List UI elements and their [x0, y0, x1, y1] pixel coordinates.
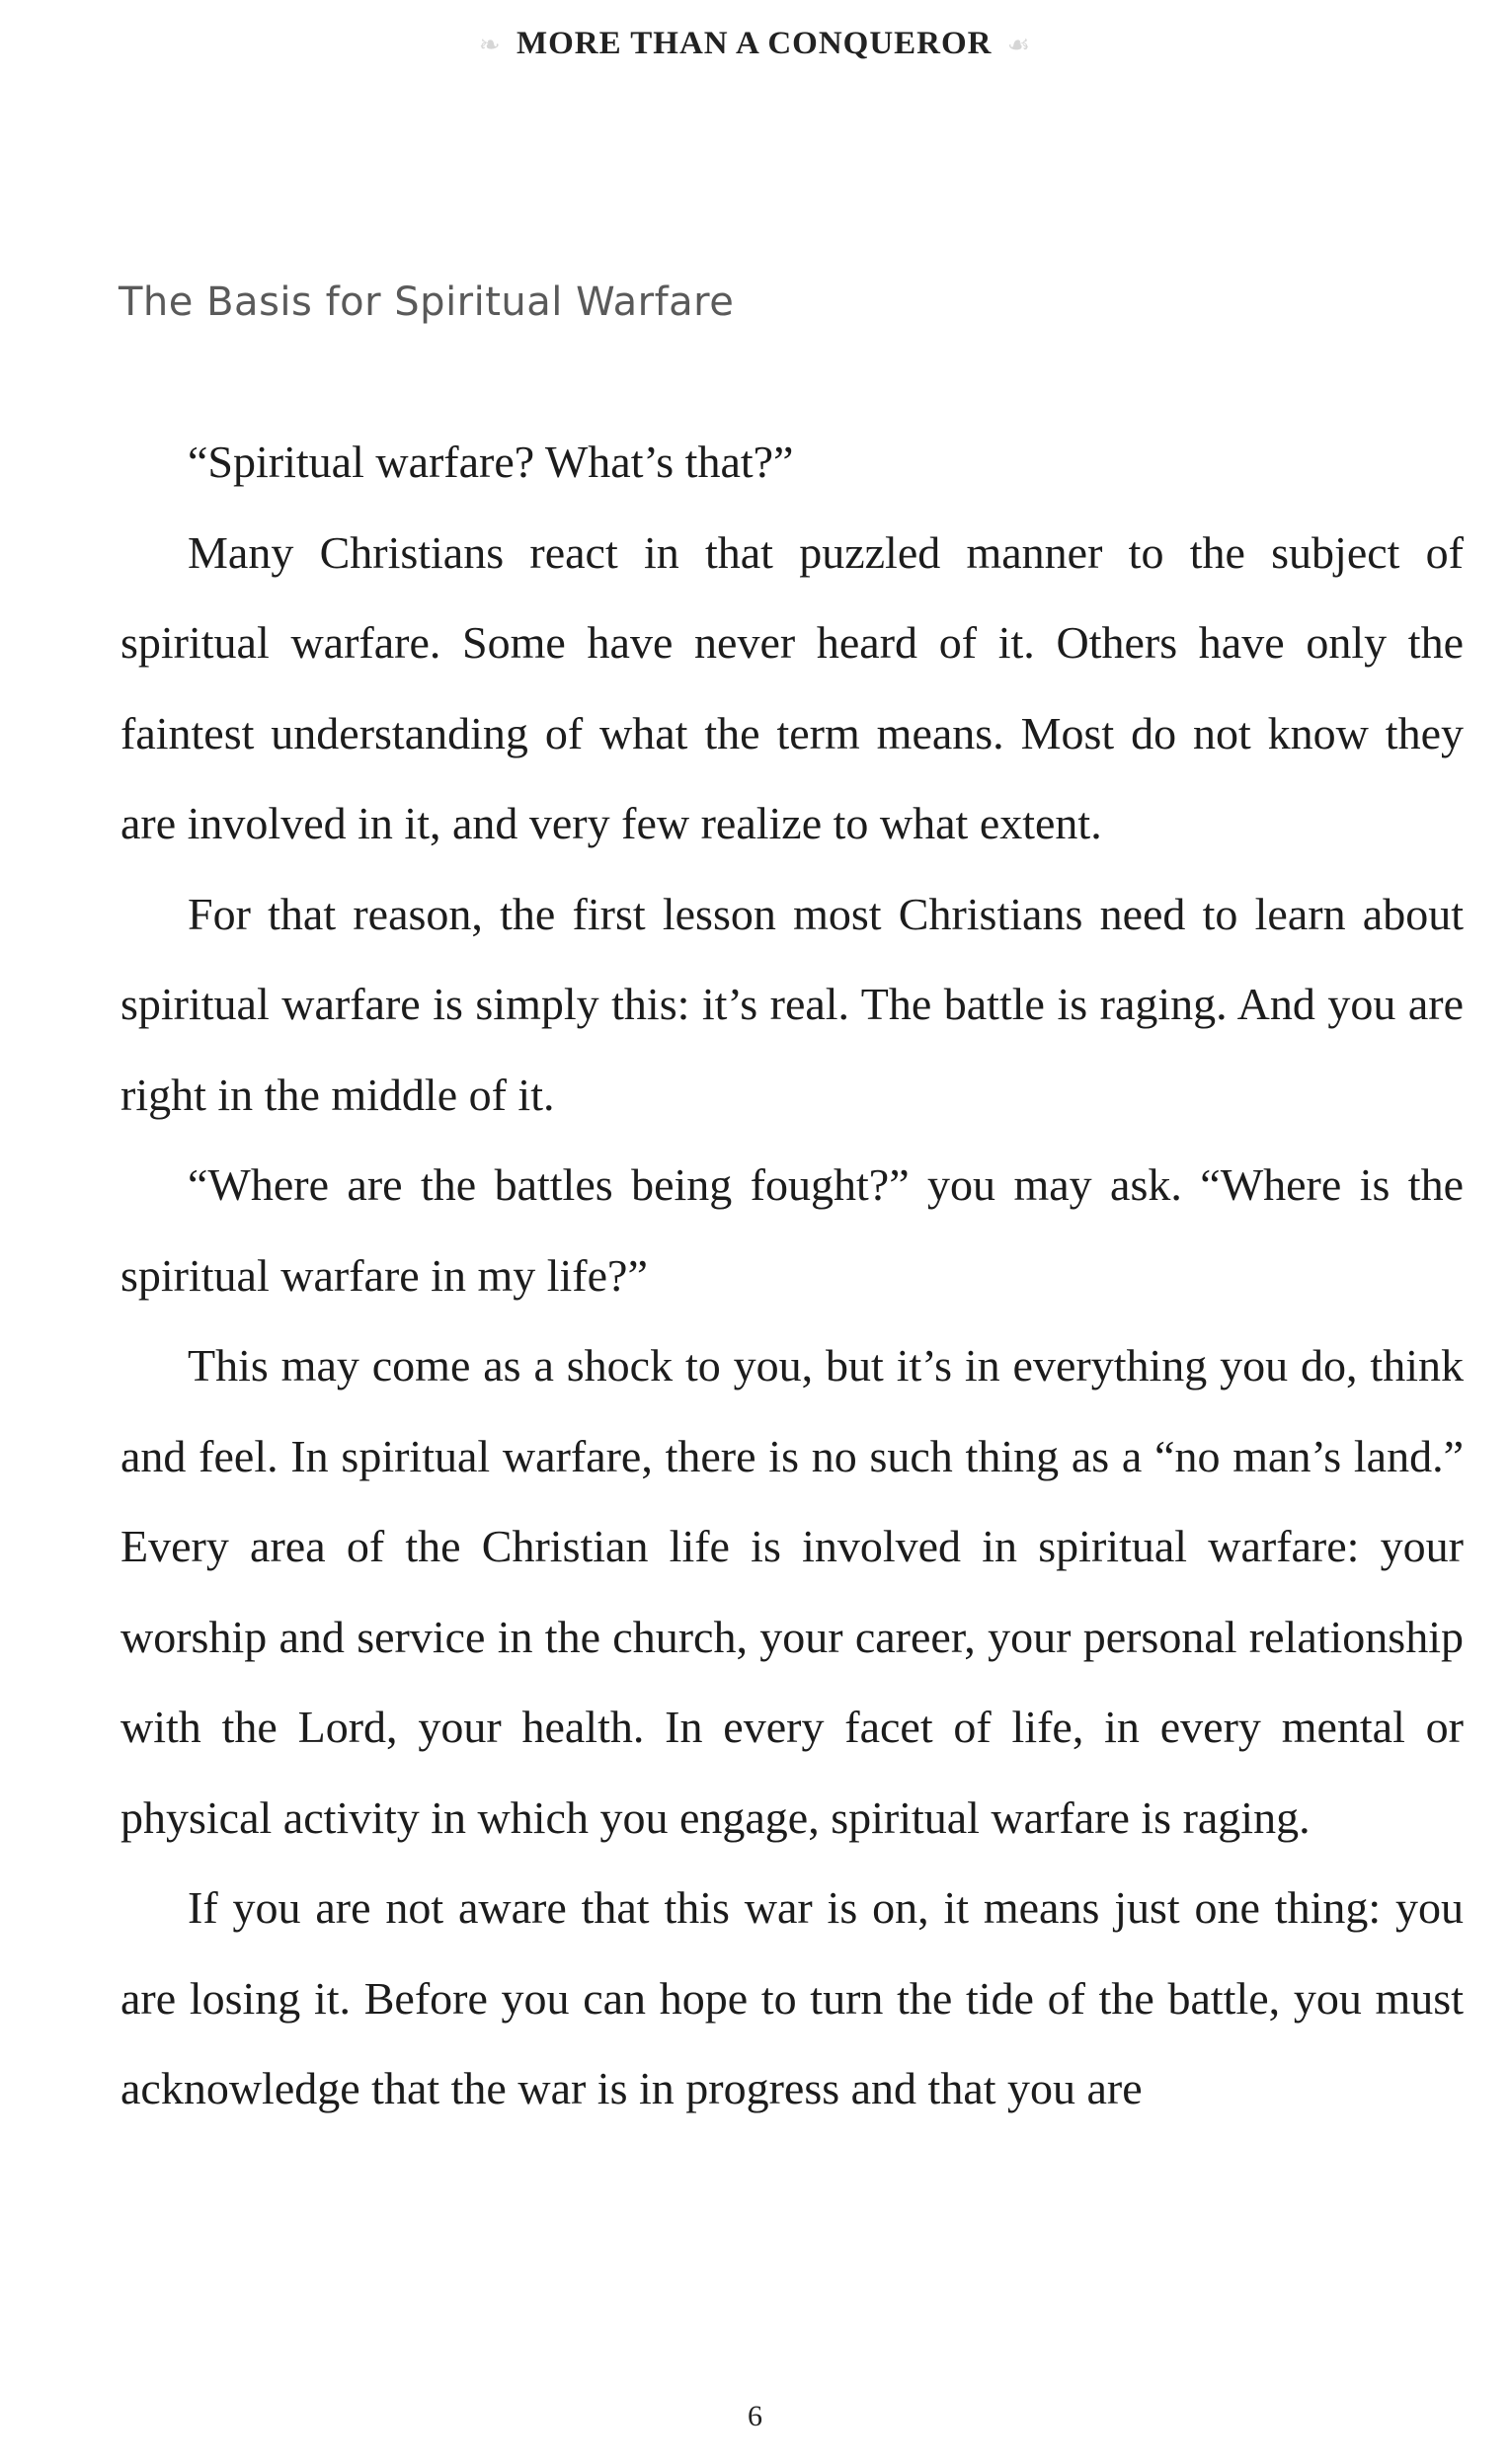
running-title: MORE THAN A CONQUEROR	[516, 26, 993, 61]
paragraph: If you are not aware that this war is on, it means just one thing: you are losing it. Before you can hope to turn the tide of the battle, you must acknowledge that the war is in progress and that you are	[120, 1882, 1464, 2113]
page-number: 6	[748, 2400, 762, 2432]
paragraph: “Spiritual warfare? What’s that?”	[188, 437, 794, 487]
paragraph: This may come as a shock to you, but it’s in everything you do, think and feel. In spiritual warfare, there is no such thing as a “no man’s land.” Every area of the Christian life is involved in spiritual warfare: your worship and service in the church, your career, your personal relationship with the Lord, your health. In every facet of life, in every mental or physical activity in which you engage, spiritual warfare is raging.	[120, 1340, 1464, 1843]
section-title: The Basis for Spiritual Warfare	[119, 279, 735, 326]
paragraph: “Where are the battles being fought?” you may ask. “Where is the spiritual warfare in my life?”	[120, 1159, 1464, 1301]
left-ornament-icon: ❧	[478, 31, 502, 59]
body-text	[120, 417, 1464, 2134]
running-header	[0, 26, 1510, 62]
paragraph: For that reason, the first lesson most Christians need to learn about spiritual warfare is simply this: it’s real. The battle is raging. And you are right in the middle of it.	[120, 888, 1464, 1120]
right-ornament-icon: ☙	[1006, 31, 1032, 59]
paragraph: Many Christians react in that puzzled manner to the subject of spiritual warfare. Some have never heard of it. Others have only the faintest understanding of what the term means. Most do not know they are involved in it, and very few realize to what extent.	[120, 526, 1464, 848]
